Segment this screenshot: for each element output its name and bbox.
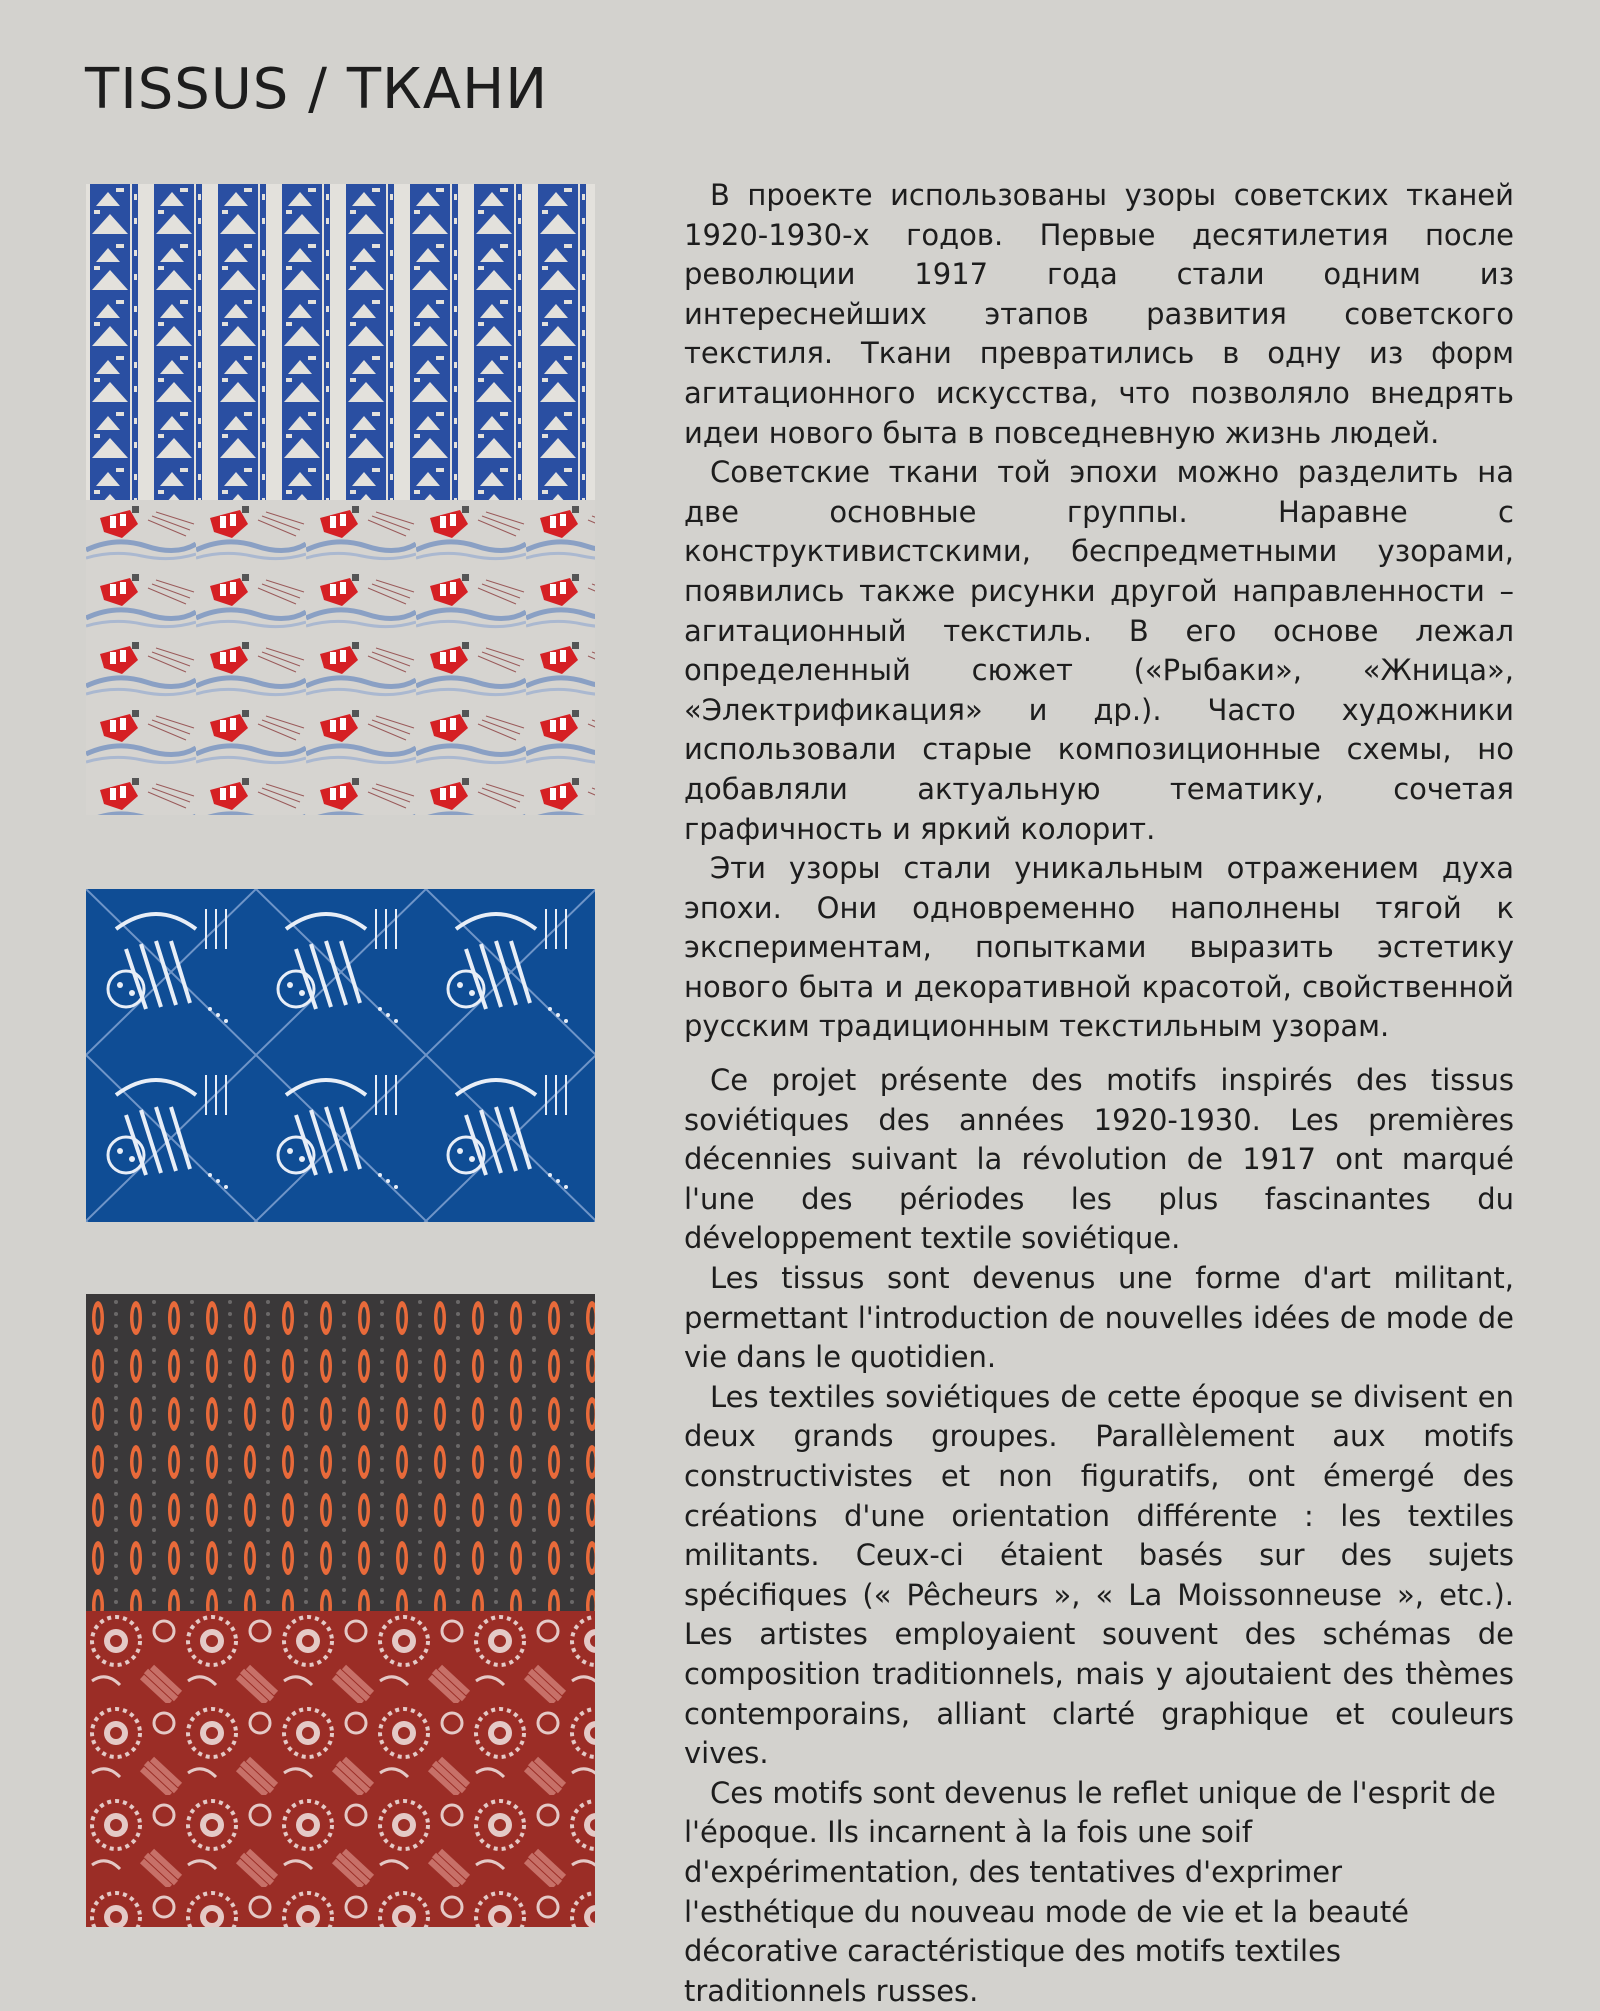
body-text-column (684, 176, 1514, 2011)
navy-figures-pattern-swatch (86, 889, 595, 1222)
fr-paragraph-3: Les textiles soviétiques de cette époque se divisent en deux grands groupes. Parallèlement aux motifs constructivistes et non figuratifs, ont émergé des créations d'une orientation différente : les textiles militants. Ceux-ci étaient basés sur des sujets spécifiques (« Pêcheurs », « La Moissonneuse », etc.). Les artistes employaient souvent des schémas de composition traditionnels, mais y ajoutaient des thèmes contemporains, alliant clarté graphique et couleurs vives. (684, 1379, 1514, 1771)
fr-paragraph-4: Ces motifs sont devenus le reflet unique de l'esprit de l'époque. Ils incarnent à la fois une soif d'expérimentation, des tentatives d'exprimer l'esthétique du nouveau mode de vie et la beauté décorative caractéristique des motifs textiles traditionnels russes. (684, 1775, 1496, 2008)
page-title: TISSUS / ТКАНИ (85, 57, 549, 122)
dark-orange-oval-pattern-swatch (86, 1294, 595, 1611)
maroon-floral-pattern-swatch (86, 1611, 595, 1927)
ru-paragraph-3: Эти узоры стали уникальным отражением духа эпохи. Они одновременно наполнены тягой к экспериментам, попытками выразить эстетику нового быта и декоративной красотой, свойственной русским традиционным текстильным узорам. (684, 851, 1514, 1044)
fr-paragraph-1: Ce projet présente des motifs inspirés des tissus soviétiques des années 1920-1930. Les premières décennies suivant la révolution de 1917 ont marqué l'une des périodes les plus fascinantes du développement textile soviétique. (684, 1063, 1514, 1256)
section-gap (684, 1047, 1514, 1061)
ru-paragraph-1: В проекте использованы узоры советских тканей 1920-1930-х годов. Первые десятилетия после революции 1917 года стали одним из интереснейших этапов развития советского текстиля. Ткани превратились в одну из форм агитационного искусства, что позволяло внедрять идеи нового быта в повседневную жизнь людей. (684, 178, 1514, 450)
fr-paragraph-2: Les tissus sont devenus une forme d'art militant, permettant l'introduction de nouvelles idées de mode de vie dans le quotidien. (684, 1261, 1514, 1375)
blue-geometric-stripes-swatch (86, 184, 595, 500)
red-fishermen-pattern-swatch (86, 500, 595, 815)
ru-paragraph-2: Советские ткани той эпохи можно разделить на две основные группы. Наравне с конструктивистскими, беспредметными узорами, появились также рисунки другой направленности – агитационный текстиль. В его основе лежал определенный сюжет («Рыбаки», «Жница», «Электрификация» и др.). Часто художники использовали старые композиционные схемы, но добавляли актуальную тематику, сочетая графичность и яркий колорит. (684, 455, 1514, 846)
